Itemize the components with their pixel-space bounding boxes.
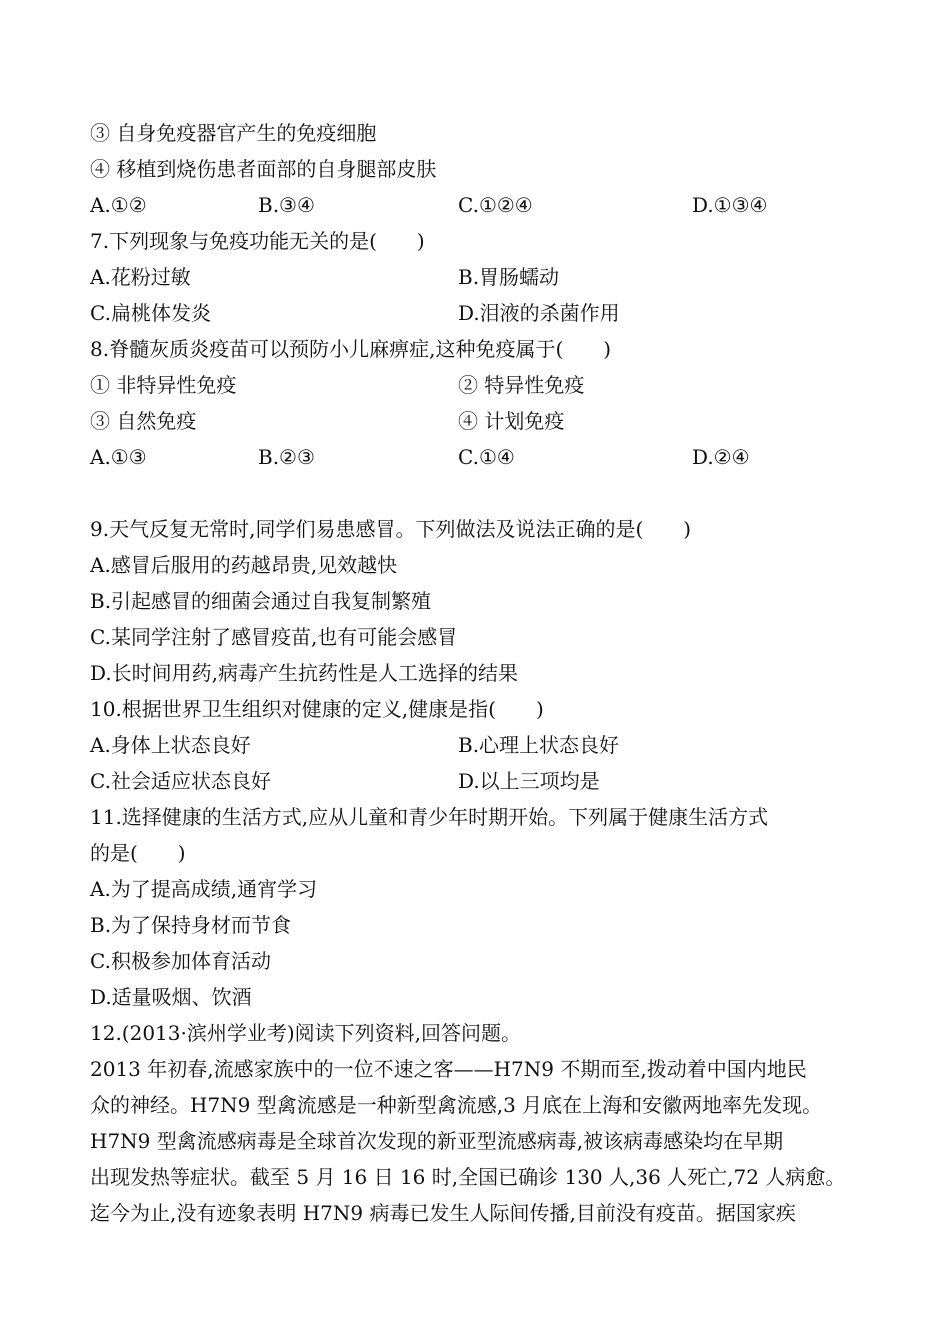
q11-option-b: B.为了保持身材而节食 — [90, 913, 292, 937]
q9-option-b: B.引起感冒的细菌会通过自我复制繁殖 — [90, 589, 432, 613]
q7-option-b: B.胃肠蠕动 — [458, 265, 560, 289]
q6-option-d: D.①③④ — [692, 193, 768, 217]
q6-item-3: ③ 自身免疫器官产生的免疫细胞 — [90, 121, 377, 145]
q10-option-b: B.心理上状态良好 — [458, 733, 620, 757]
q10-stem: 10.根据世界卫生组织对健康的定义,健康是指( ) — [90, 697, 544, 721]
q11-option-d: D.适量吸烟、饮酒 — [90, 985, 252, 1009]
q12-passage-line: 2013 年初春,流感家族中的一位不速之客——H7N9 不期而至,拨动着中国内地民 — [90, 1057, 807, 1081]
q8-item-4: ④ 计划免疫 — [458, 409, 565, 433]
q11-stem-line-1: 11.选择健康的生活方式,应从儿童和青少年时期开始。下列属于健康生活方式 — [90, 805, 769, 829]
q11-option-a: A.为了提高成绩,通宵学习 — [90, 877, 318, 901]
q10-option-d: D.以上三项均是 — [458, 769, 600, 793]
q12-passage-line: 众的神经。H7N9 型禽流感是一种新型禽流感,3 月底在上海和安徽两地率先发现。 — [90, 1093, 823, 1117]
q8-item-1: ① 非特异性免疫 — [90, 373, 237, 397]
q8-option-a: A.①③ — [90, 445, 147, 469]
q8-stem: 8.脊髓灰质炎疫苗可以预防小儿麻痹症,这种免疫属于( ) — [90, 337, 612, 361]
q11-stem-line-2: 的是( ) — [90, 841, 186, 865]
q12-stem: 12.(2013·滨州学业考)阅读下列资料,回答问题。 — [90, 1021, 522, 1045]
q7-option-a: A.花粉过敏 — [90, 265, 191, 289]
q12-passage-line: 迄今为止,没有迹象表明 H7N9 病毒已发生人际间传播,目前没有疫苗。据国家疾 — [90, 1201, 796, 1225]
q6-option-c: C.①②④ — [458, 193, 533, 217]
q7-stem: 7.下列现象与免疫功能无关的是( ) — [90, 229, 425, 253]
q12-passage — [90, 1051, 870, 1231]
q9-option-c: C.某同学注射了感冒疫苗,也有可能会感冒 — [90, 625, 458, 649]
q9-option-d: D.长时间用药,病毒产生抗药性是人工选择的结果 — [90, 661, 519, 685]
q8-item-2: ② 特异性免疫 — [458, 373, 585, 397]
q10-option-c: C.社会适应状态良好 — [90, 769, 271, 793]
q6-option-b: B.③④ — [258, 193, 315, 217]
q8-option-b: B.②③ — [258, 445, 315, 469]
q12-passage-line: 出现发热等症状。截至 5 月 16 日 16 时,全国已确诊 130 人,36 人死亡,72 人病愈。 — [90, 1165, 846, 1189]
q9-stem: 9.天气反复无常时,同学们易患感冒。下列做法及说法正确的是( ) — [90, 517, 692, 541]
q9-option-a: A.感冒后服用的药越昂贵,见效越快 — [90, 553, 398, 577]
q8-option-c: C.①④ — [458, 445, 515, 469]
q8-option-d: D.②④ — [692, 445, 750, 469]
q8-item-3: ③ 自然免疫 — [90, 409, 197, 433]
q12-passage-line: H7N9 型禽流感病毒是全球首次发现的新亚型流感病毒,被该病毒感染均在早期 — [90, 1129, 784, 1153]
q6-item-4: ④ 移植到烧伤患者面部的自身腿部皮肤 — [90, 157, 437, 181]
q10-option-a: A.身体上状态良好 — [90, 733, 251, 757]
q6-option-a: A.①② — [90, 193, 147, 217]
q11-option-c: C.积极参加体育活动 — [90, 949, 271, 973]
q7-option-c: C.扁桃体发炎 — [90, 301, 211, 325]
q7-option-d: D.泪液的杀菌作用 — [458, 301, 620, 325]
